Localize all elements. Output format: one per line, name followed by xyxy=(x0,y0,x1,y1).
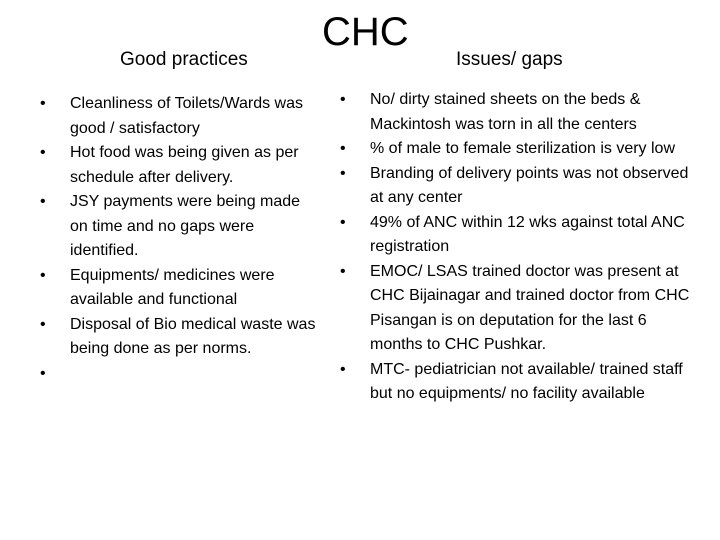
good-practices-list xyxy=(40,92,320,386)
list-item xyxy=(340,211,700,260)
list-item-text: MTC- pediatrician not available/ trained staff but no equipments/ no facility available xyxy=(370,360,683,402)
list-item-text: No/ dirty stained sheets on the beds & Mackintosh was torn in all the centers xyxy=(370,91,641,133)
list-item-text: Branding of delivery points was not observed at any center xyxy=(370,164,689,206)
list-item-text: % of male to female sterilization is very low xyxy=(370,140,675,157)
list-item-text: 49% of ANC within 12 wks against total ANC registration xyxy=(370,213,685,255)
bullet-icon xyxy=(340,211,370,236)
list-item-text: EMOC/ LSAS trained doctor was present at CHC Bijainagar and trained doctor from CHC Pisangan is on deputation for the last 6 months to CHC Pushkar. xyxy=(370,262,690,353)
list-item-text xyxy=(70,365,74,382)
bullet-icon xyxy=(340,260,370,285)
list-item xyxy=(340,260,700,358)
list-item xyxy=(340,137,700,162)
list-item xyxy=(340,162,700,211)
bullet-icon xyxy=(40,141,70,166)
slide-title: CHC xyxy=(322,10,409,54)
bullet-icon xyxy=(340,358,370,383)
list-item-text: JSY payments were being made on time and no gaps were identified. xyxy=(70,193,301,259)
list-item xyxy=(40,92,320,141)
bullet-icon xyxy=(340,162,370,187)
bullet-icon xyxy=(340,88,370,113)
list-item-text: Equipments/ medicines were available and functional xyxy=(70,266,275,308)
list-item xyxy=(340,358,700,407)
list-item-text: Hot food was being given as per schedule after delivery. xyxy=(70,144,299,186)
bullet-icon xyxy=(40,362,70,387)
list-item-text: Disposal of Bio medical waste was being done as per norms. xyxy=(70,315,316,357)
bullet-icon xyxy=(340,137,370,162)
issues-gaps-list xyxy=(340,88,700,407)
issues-gaps-heading: Issues/ gaps xyxy=(456,49,563,70)
list-item xyxy=(40,141,320,190)
list-item-text: Cleanliness of Toilets/Wards was good / satisfactory xyxy=(70,95,303,137)
bullet-icon xyxy=(40,190,70,215)
good-practices-heading: Good practices xyxy=(120,49,248,70)
list-item xyxy=(40,264,320,313)
bullet-icon xyxy=(40,313,70,338)
bullet-icon xyxy=(40,264,70,289)
list-item xyxy=(40,190,320,264)
list-item xyxy=(40,313,320,362)
bullet-icon xyxy=(40,92,70,117)
list-item xyxy=(40,362,320,387)
list-item xyxy=(340,88,700,137)
